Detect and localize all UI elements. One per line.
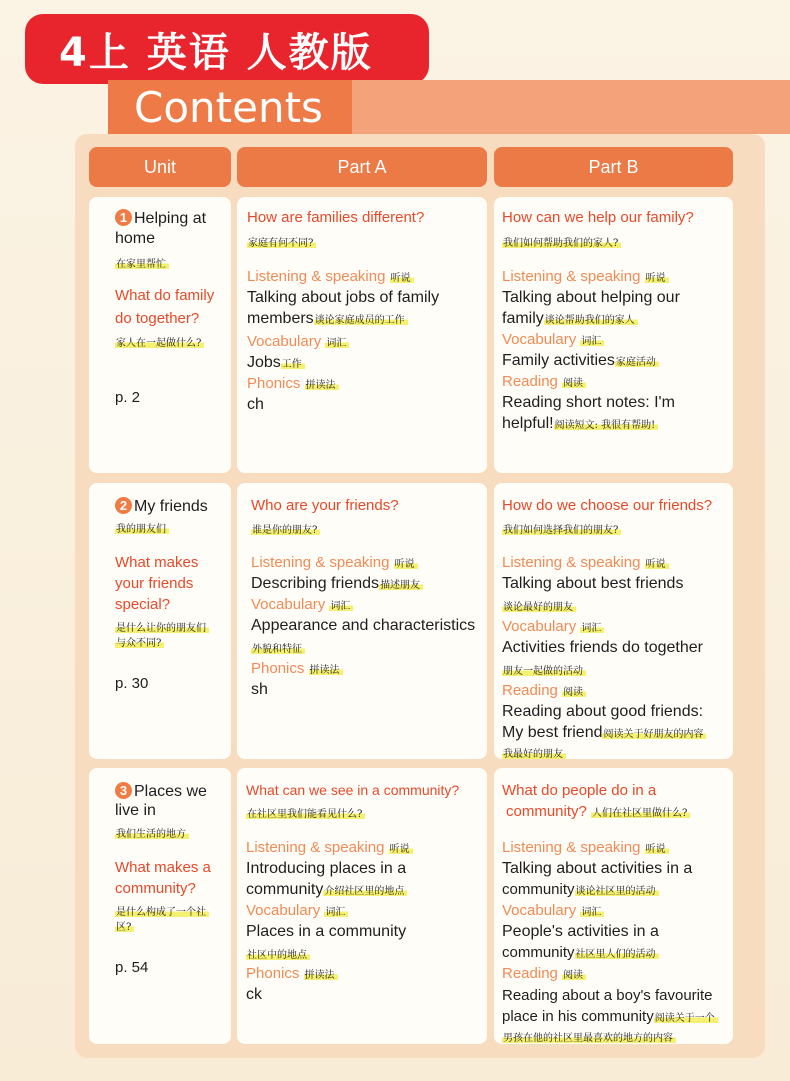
unit-3-a-question: What can we see in a community? bbox=[246, 782, 460, 798]
unit-3-b-vocab-cn: 词汇 bbox=[580, 907, 604, 918]
unit-2-a-phonics-cn: 拼读法 bbox=[309, 665, 343, 676]
unit-3-a-vocab-label: Vocabulary bbox=[246, 902, 321, 919]
unit-3-a-ls-line1: Introducing places in a bbox=[246, 860, 407, 877]
unit-2-b-question: How do we choose our friends? bbox=[502, 497, 713, 514]
unit-3-b-reading-line3-cn: 男孩在他的社区里最喜欢的地方的内容 bbox=[502, 1033, 676, 1044]
unit-2-a-ls-line1-cn: 描述朋友 bbox=[379, 580, 423, 591]
unit-3-b-reading-line1: Reading about a boy's favourite bbox=[502, 987, 713, 1004]
unit-2-a-vocab-label: Vocabulary bbox=[251, 596, 326, 613]
unit-3-a-ls-line2-cn: 介绍社区里的地点 bbox=[323, 886, 407, 897]
unit-1-a-phonics-text: ch bbox=[247, 396, 264, 413]
unit-3-title-line2: live in bbox=[115, 802, 156, 819]
unit-3-cell bbox=[89, 768, 231, 1044]
unit-3-b-vocab-line2: community bbox=[502, 944, 575, 961]
unit-1-title-line1: 1 Helping at bbox=[115, 209, 206, 227]
unit-2-b-reading-line3-cn: 我最好的朋友 bbox=[502, 749, 566, 760]
unit-2-part-a-cell bbox=[237, 483, 487, 759]
unit-number-badge: 3 bbox=[115, 782, 132, 799]
unit-3-a-question-cn: 在社区里我们能看见什么? bbox=[246, 809, 365, 820]
unit-1-question-line2: do together? bbox=[115, 310, 200, 327]
unit-1-b-ls-label: Listening & speaking bbox=[502, 268, 641, 285]
unit-2-a-vocab-text: Appearance and characteristics bbox=[251, 617, 476, 634]
unit-1-b-vocab-text: Family activities bbox=[502, 352, 615, 369]
unit-1-a-ls-line2-cn: 谈论家庭成员的工作 bbox=[314, 315, 408, 326]
unit-1-b-vocab-label: Vocabulary bbox=[502, 331, 577, 348]
unit-2-b-question-cn: 我们如何选择我们的朋友? bbox=[502, 525, 621, 536]
unit-1-title-line2: home bbox=[115, 230, 156, 247]
unit-2-b-reading-label: Reading bbox=[502, 682, 558, 699]
unit-3-b-ls-line1: Talking about activities in a bbox=[502, 860, 693, 877]
unit-number-badge: 1 bbox=[115, 209, 132, 226]
unit-1-b-ls-line2-cn: 谈论帮助我们的家人 bbox=[544, 315, 638, 326]
unit-1-page: p. 2 bbox=[115, 389, 141, 406]
unit-3-a-vocab-text: Places in a community bbox=[246, 923, 407, 940]
unit-1-cell bbox=[89, 197, 231, 473]
unit-2-a-vocab-cn: 词汇 bbox=[329, 601, 353, 612]
unit-1-question-cn: 家人在一起做什么? bbox=[115, 338, 204, 349]
unit-2-page: p. 30 bbox=[115, 675, 149, 692]
unit-3-question-line1: What makes a bbox=[115, 859, 211, 876]
unit-1-a-ls-line1: Talking about jobs of family bbox=[247, 289, 440, 306]
unit-1-a-ls-cn: 听说 bbox=[390, 273, 414, 284]
unit-1-b-ls-cn: 听说 bbox=[645, 273, 669, 284]
unit-2-a-vocab-text-cn: 外貌和特征 bbox=[251, 644, 305, 655]
unit-1-a-question-cn: 家庭有何不同? bbox=[247, 238, 316, 249]
unit-3-b-reading-line2: place in his community bbox=[502, 1008, 654, 1025]
unit-1-a-phonics-label: Phonics bbox=[247, 375, 301, 392]
unit-2-question-cn-line1: 是什么让你的朋友们 bbox=[115, 623, 209, 634]
unit-2-cell bbox=[89, 483, 231, 759]
unit-3-b-ls-line2-cn: 谈论社区里的活动 bbox=[575, 886, 659, 897]
unit-1-b-reading-line1: Reading short notes: I'm bbox=[502, 394, 675, 411]
unit-1-b-reading-line2-cn: 阅读短文: 我很有帮助! bbox=[554, 420, 659, 431]
unit-3-b-question-line2: community? bbox=[506, 803, 587, 820]
unit-1-question-line1: What do family bbox=[115, 287, 215, 304]
unit-3-question-cn-line1: 是什么构成了一个社 bbox=[115, 907, 209, 918]
unit-2-b-ls-cn: 听说 bbox=[645, 559, 669, 570]
unit-1-a-ls-line2: members bbox=[247, 310, 314, 327]
unit-2-a-ls-cn: 听说 bbox=[394, 559, 418, 570]
unit-3-title-cn: 我们生活的地方 bbox=[115, 829, 189, 840]
unit-1-b-reading-line2: helpful! bbox=[502, 415, 554, 432]
unit-3-part-a-cell bbox=[237, 768, 487, 1044]
unit-1-b-reading-label: Reading bbox=[502, 373, 558, 390]
unit-2-b-reading-cn: 阅读 bbox=[562, 687, 586, 698]
unit-1-title-cn: 在家里帮忙 bbox=[115, 259, 169, 270]
unit-1-a-question: How are families different? bbox=[247, 209, 425, 226]
unit-1-b-question-cn: 我们如何帮助我们的家人? bbox=[502, 238, 621, 249]
unit-1-b-reading-cn: 阅读 bbox=[562, 378, 586, 389]
unit-3-b-vocab-line1: People's activities in a bbox=[502, 923, 659, 940]
unit-2-b-vocab-text-cn: 朋友一起做的活动 bbox=[502, 666, 586, 677]
unit-2-b-reading-line2-cn: 阅读关于好朋友的内容 bbox=[602, 729, 706, 740]
unit-1-b-vocab-text-cn: 家庭活动 bbox=[615, 357, 659, 368]
unit-2-b-vocab-text: Activities friends do together bbox=[502, 639, 703, 656]
unit-3-question-cn-line2: 区? bbox=[115, 922, 134, 933]
unit-3-b-question-cn: 人们在社区里做什么? bbox=[591, 808, 690, 819]
unit-2-a-ls-line1: Describing friends bbox=[251, 575, 380, 592]
unit-2-question-cn-line2: 与众不同? bbox=[115, 638, 164, 649]
unit-1-a-vocab-text-cn: 工作 bbox=[281, 359, 305, 370]
unit-2-a-ls-label: Listening & speaking bbox=[251, 554, 390, 571]
unit-3-a-phonics-cn: 拼读法 bbox=[304, 970, 338, 981]
unit-3-page: p. 54 bbox=[115, 959, 149, 976]
unit-1-a-ls-label: Listening & speaking bbox=[247, 268, 386, 285]
unit-number-badge: 2 bbox=[115, 497, 132, 514]
unit-2-b-reading-line2: My best friend bbox=[502, 724, 603, 741]
unit-3-a-phonics-label: Phonics bbox=[246, 965, 300, 982]
unit-2-b-vocab-cn: 词汇 bbox=[580, 623, 604, 634]
grade-badge: 4上 英语 人教版 bbox=[25, 14, 429, 84]
unit-1-part-b-cell bbox=[494, 197, 733, 473]
unit-2-question-line1: What makes bbox=[115, 554, 199, 571]
unit-3-b-reading-cn: 阅读 bbox=[562, 970, 586, 981]
unit-2-question-line3: special? bbox=[115, 596, 171, 613]
unit-1-a-phonics-cn: 拼读法 bbox=[305, 380, 339, 391]
unit-1-b-ls-line1: Talking about helping our bbox=[502, 289, 680, 306]
unit-3-a-ls-line2: community bbox=[246, 881, 324, 898]
unit-3-a-vocab-cn: 词汇 bbox=[324, 907, 348, 918]
unit-3-a-ls-cn: 听说 bbox=[389, 844, 413, 855]
header-unit: Unit bbox=[89, 147, 231, 187]
header-part-a: Part A bbox=[237, 147, 487, 187]
unit-1-b-question: How can we help our family? bbox=[502, 209, 694, 226]
unit-1-b-ls-line2: family bbox=[502, 310, 544, 327]
unit-2-a-phonics-label: Phonics bbox=[251, 660, 305, 677]
unit-2-a-question-cn: 谁是你的朋友? bbox=[251, 525, 320, 536]
unit-2-title-line1: 2 My friends bbox=[115, 497, 208, 515]
contents-title: Contents bbox=[108, 80, 352, 134]
header-part-b: Part B bbox=[494, 147, 733, 187]
unit-3-part-b-cell bbox=[494, 768, 733, 1044]
contents-strip bbox=[352, 80, 790, 134]
unit-2-a-question: Who are your friends? bbox=[251, 497, 399, 514]
unit-2-part-b-cell bbox=[494, 483, 733, 759]
unit-3-b-ls-label: Listening & speaking bbox=[502, 839, 641, 856]
unit-3-a-vocab-text-cn: 社区中的地点 bbox=[246, 950, 310, 961]
unit-3-b-ls-cn: 听说 bbox=[645, 844, 669, 855]
unit-2-question-line2: your friends bbox=[115, 575, 194, 592]
unit-3-question-line2: community? bbox=[115, 880, 196, 897]
unit-3-title-line1: 3 Places we bbox=[115, 782, 207, 800]
unit-1-a-vocab-text: Jobs bbox=[247, 354, 281, 371]
unit-1-part-a-cell bbox=[237, 197, 487, 473]
unit-3-b-ls-line2: community bbox=[502, 881, 575, 898]
unit-3-b-vocab-line2-cn: 社区里人们的活动 bbox=[575, 949, 659, 960]
unit-2-b-reading-line1: Reading about good friends: bbox=[502, 703, 704, 720]
unit-2-b-ls-label: Listening & speaking bbox=[502, 554, 641, 571]
unit-3-a-ls-label: Listening & speaking bbox=[246, 839, 385, 856]
unit-3-b-reading-line2-cn: 阅读关于一个 bbox=[654, 1013, 718, 1024]
unit-2-b-ls-line1: Talking about best friends bbox=[502, 575, 684, 592]
unit-3-b-reading-label: Reading bbox=[502, 965, 558, 982]
unit-3-a-phonics-text: ck bbox=[246, 986, 262, 1003]
unit-3-b-vocab-label: Vocabulary bbox=[502, 902, 577, 919]
unit-3-b-question-line1: What do people do in a bbox=[502, 782, 657, 799]
unit-2-b-vocab-label: Vocabulary bbox=[502, 618, 577, 635]
unit-1-b-vocab-cn: 词汇 bbox=[580, 336, 604, 347]
unit-2-a-phonics-text: sh bbox=[251, 681, 268, 698]
unit-2-title-cn: 我的朋友们 bbox=[115, 524, 169, 535]
unit-1-a-vocab-label: Vocabulary bbox=[247, 333, 322, 350]
unit-1-a-vocab-cn: 词汇 bbox=[325, 338, 349, 349]
unit-2-b-ls-line1-cn: 谈论最好的朋友 bbox=[502, 602, 576, 613]
